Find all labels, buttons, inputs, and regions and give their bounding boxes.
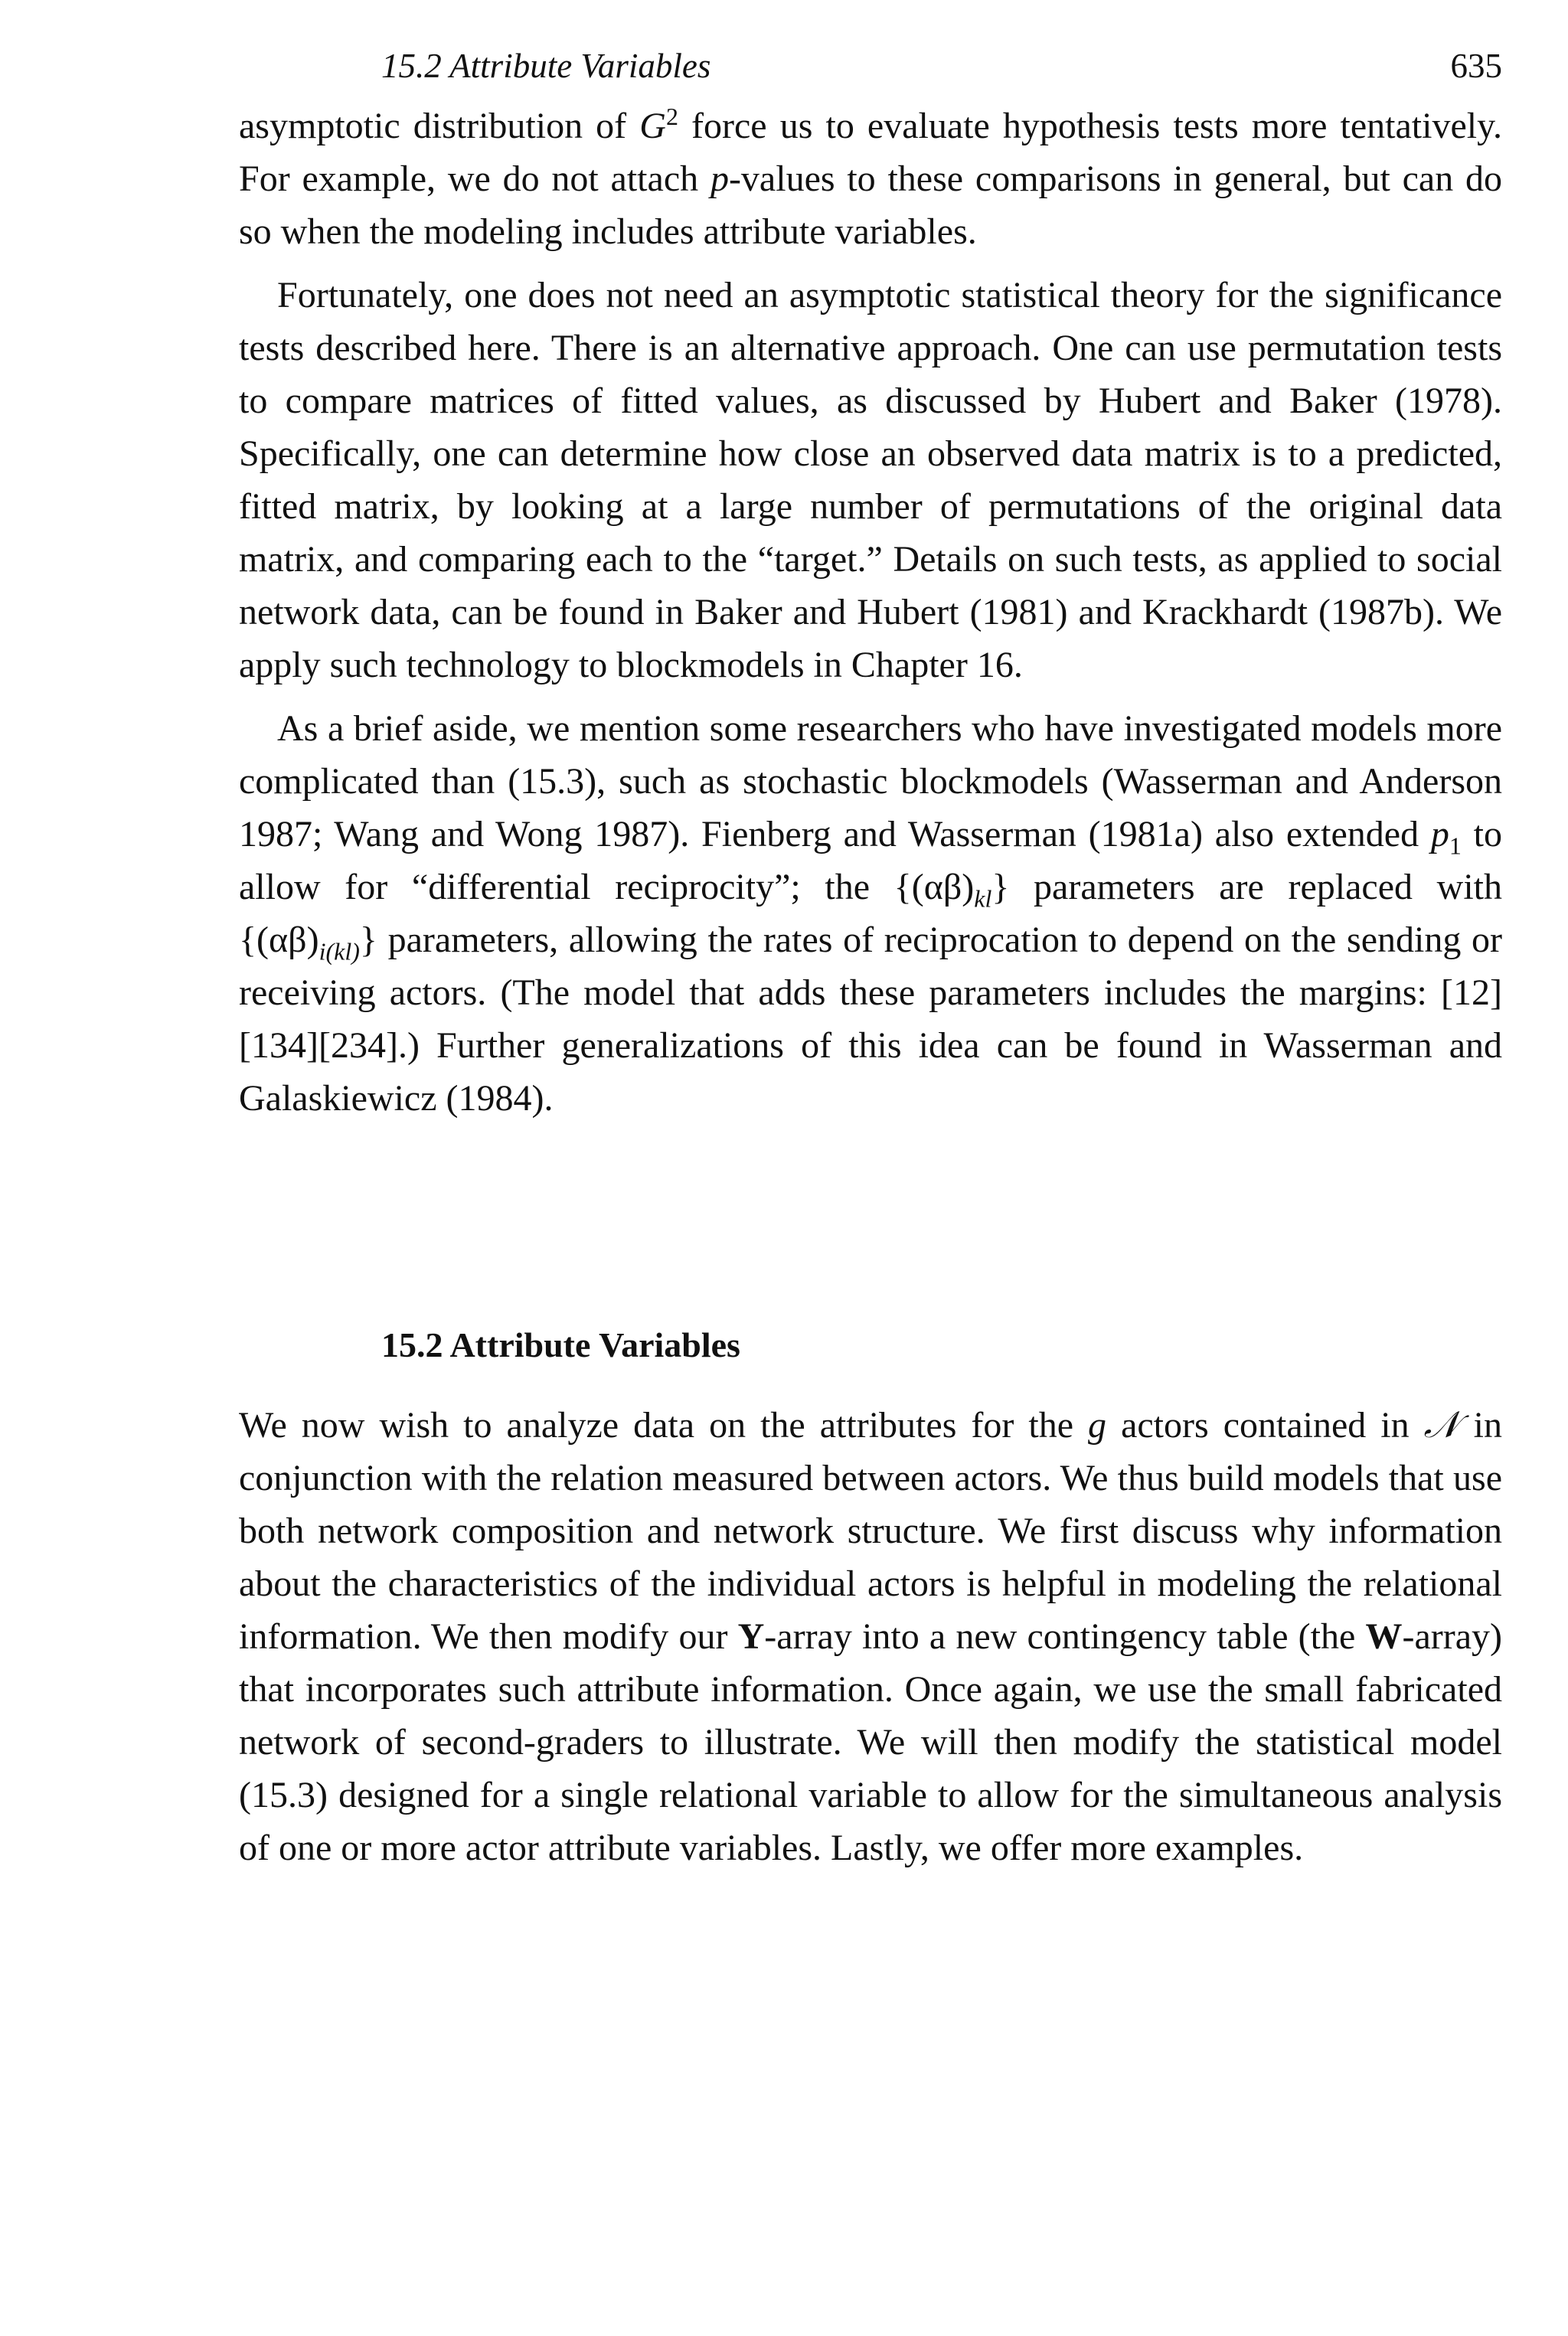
text-run: force us to evaluate hypothesis tests more tentatively. For example, we do not attach [239,106,1502,199]
math-subscript: i(kl) [318,937,360,965]
text-run: actors contained in [1106,1405,1424,1446]
text-run: As a brief aside, we mention some researchers who have investigated models more complicated than (15.3), such as stochastic blockmodels (Wasserman and Anderson 1987; Wang and Wong 1987). Fienberg and Wasserman (1981a) also extended [239,708,1502,854]
running-head [239,46,1502,100]
text-run: } parameters are replaced with {(αβ) [239,867,1503,960]
paragraph-2: Fortunately, one does not need an asymptotic statistical theory for the significance tests described here. There is an alternative approach. One can use permutation tests to compare matrices of fitted values, as discussed by Hubert and Baker (1978). Specifically, one can determine how close an observed data matrix is to a predicted, fitted matrix, by looking at a large number of permutations of the original data matrix, and comparing each to the “target.” Details on such tests, as applied to social network data, can be found in Baker and Hubert (1981) and Krackhardt (1987b). We apply such technology to blockmodels in Chapter 16. [239,275,1502,685]
running-title: 15.2 Attribute Variables [381,47,711,85]
text-run: -array) that incorporates such attribute information. Once again, we use the small fabricated network of second-graders to illustrate. We will then modify the statistical model (15.3) designed for a single relational variable to allow for the simultaneous analysis of one or more actor attribute variables. Lastly, we offer more examples. [239,1616,1503,1868]
math-g: g [1088,1405,1107,1446]
text-run: to allow for “differential reciprocity”; the {(αβ) [239,814,1502,907]
math-g: G [639,106,666,146]
math-p: p [710,158,729,199]
math-superscript: 2 [665,103,678,130]
paragraph-1 [239,100,1502,258]
math-bold-w: W [1365,1616,1403,1657]
text-run: in conjunction with the relation measured between actors. We thus build models that use both network composition and network structure. We first discuss why information about the characteristics of the individual actors is helpful in modeling the relational information. We then modify our [239,1405,1503,1657]
math-bold-y: Y [737,1616,765,1657]
text-run: -array into a new contingency table (the [764,1616,1366,1657]
page-number: 635 [1450,47,1502,85]
math-script-n: 𝒩 [1423,1405,1459,1446]
math-subscript: kl [974,884,992,913]
text-run: } parameters, allowing the rates of reciprocation to depend on the sending or receiving actors. (The model that adds these parameters includes the margins: [12][134][234].) Further generalizations of this idea can be found in Wasserman and Galaskiewicz (1984). [239,920,1502,1119]
section-heading: 15.2 Attribute Variables [381,1325,740,1364]
text-run: We now wish to analyze data on the attributes for the [239,1405,1089,1446]
math-subscript: 1 [1449,831,1462,860]
math-p: p [1430,814,1449,854]
text-run: -values to these comparisons in general, but can do so when the modeling includes attribute variables. [239,158,1503,252]
paragraph-3 [239,702,1502,1125]
text-run: asymptotic distribution of [239,106,640,146]
section-paragraph [239,1399,1502,1874]
book-page [239,46,1502,1874]
